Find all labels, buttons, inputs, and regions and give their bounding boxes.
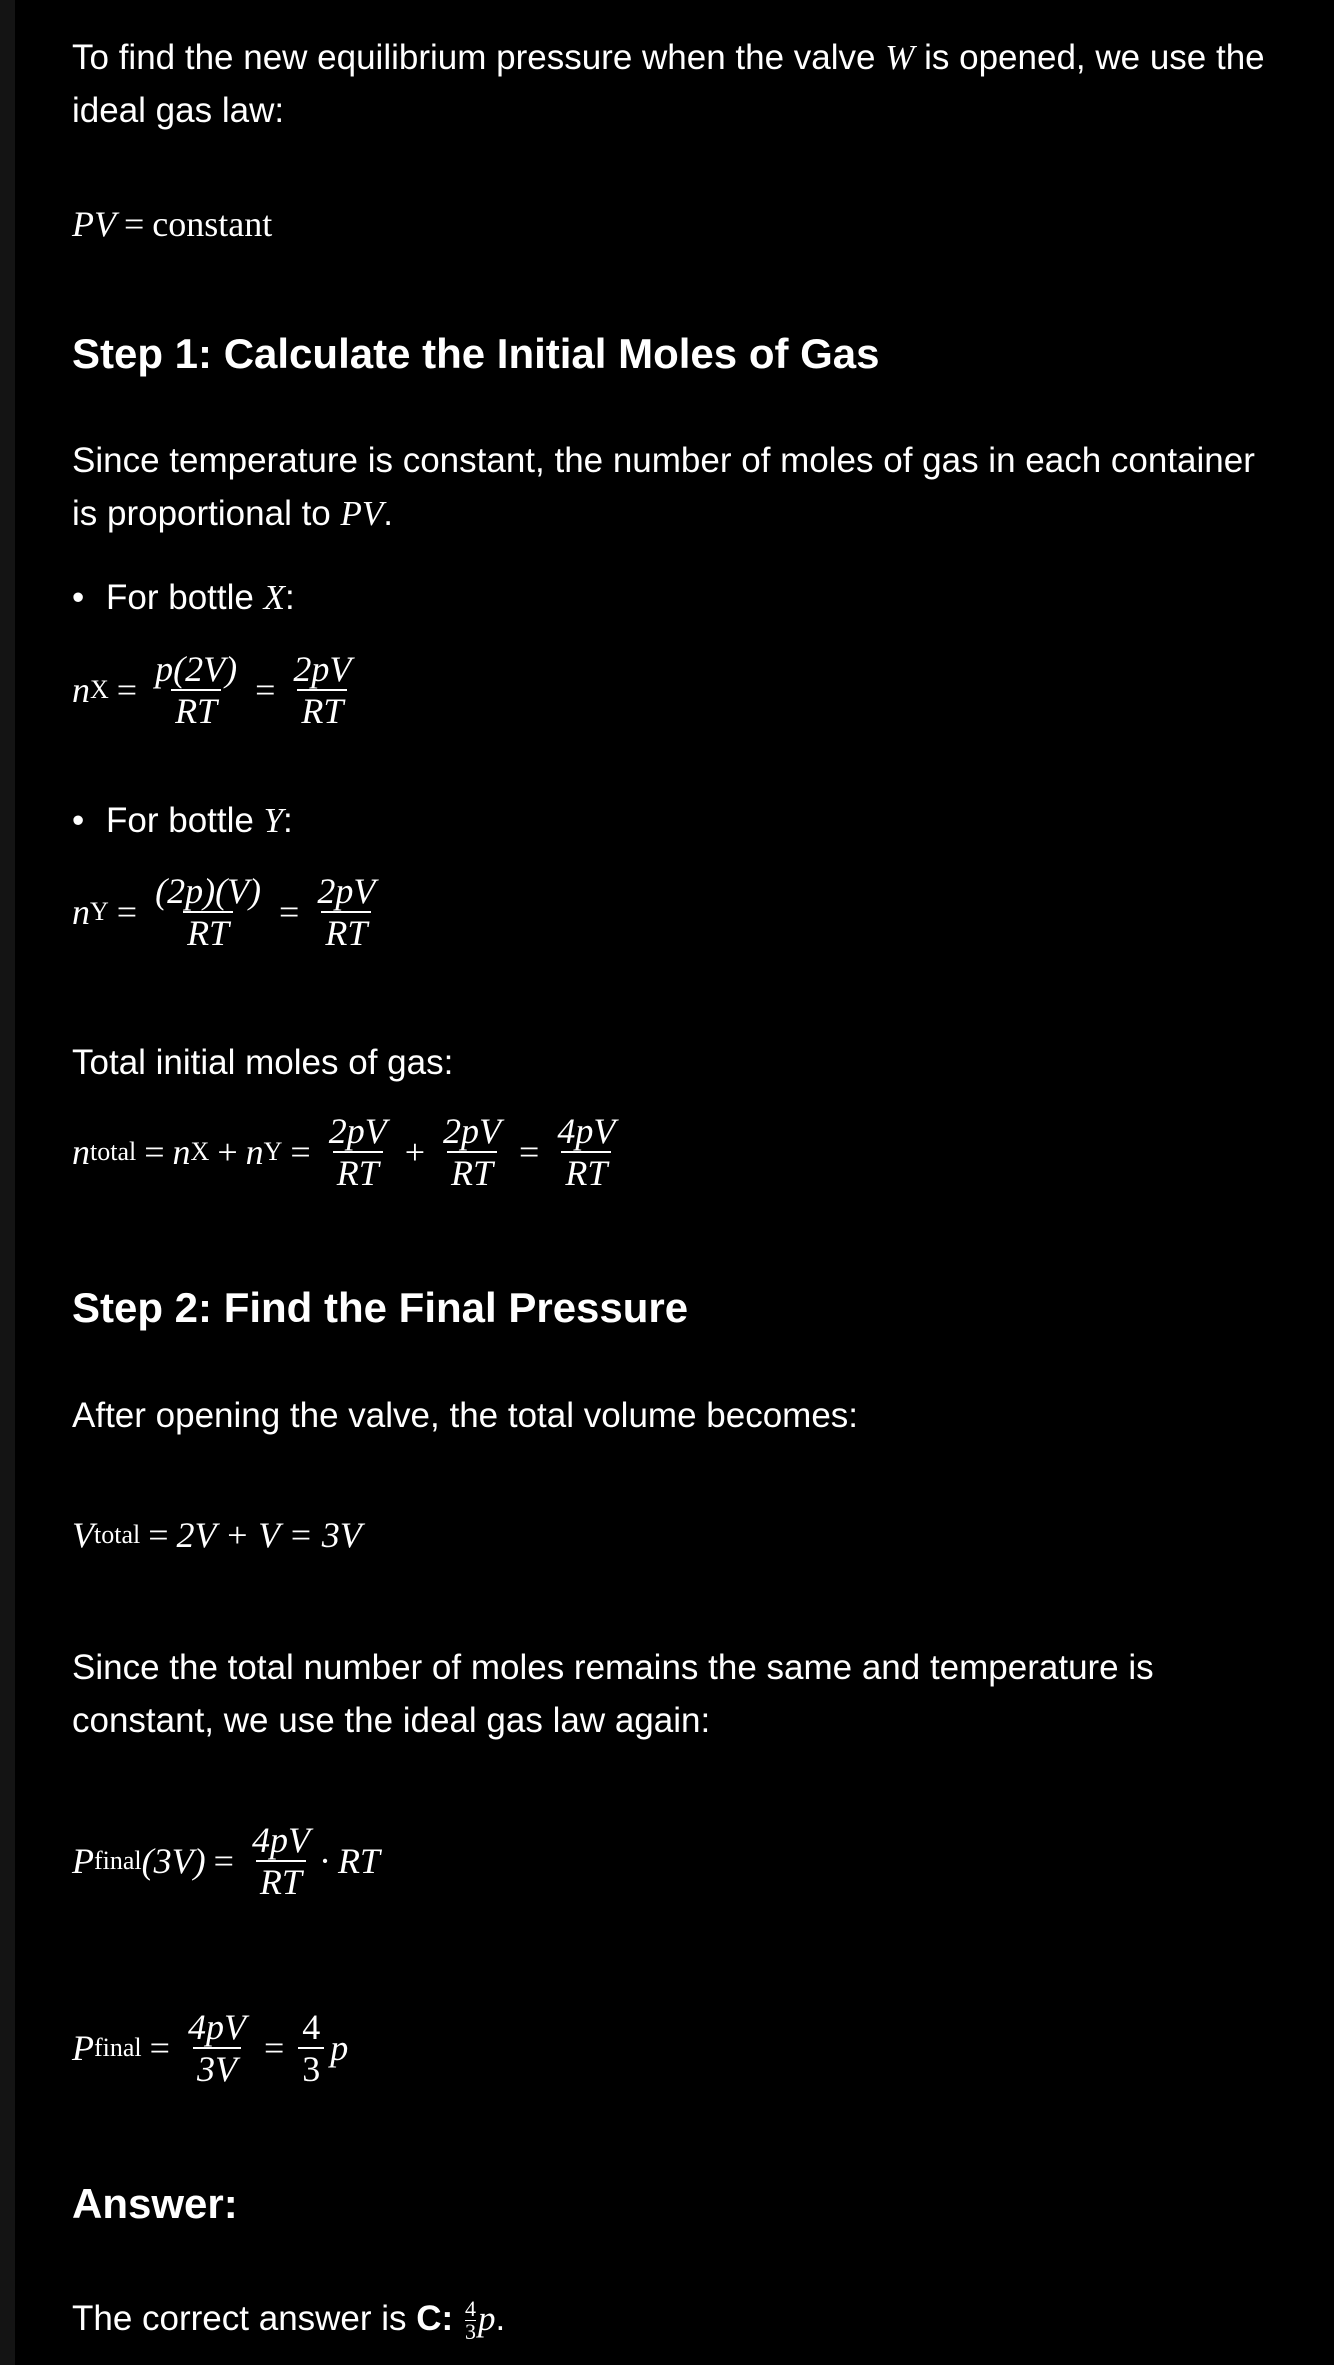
step1-heading: Step 1: Calculate the Initial Moles of Gas [72,330,880,377]
step2-paragraph-law: Since the total number of moles remains the same and temperature is constant, we use the ideal gas law again: [72,1648,1154,1740]
answer-fraction: $\frac{4}{3}$ [464,2296,476,2345]
left-edge [0,0,15,2365]
step2-paragraph-volume: After opening the valve, the total volume becomes: [72,1396,859,1435]
answer-heading: Answer: [72,2180,238,2227]
answer-text: The correct answer is C: $\frac{4}{3}$ p. [72,2296,506,2345]
bullet-bottle-y: • For bottle Y: [72,801,293,840]
equation-final-pressure: P final = $\frac{4pV}{3V}$ = $\frac{4}{3}$ p [72,2007,349,2089]
intro-paragraph: To find the new equilibrium pressure when the valve W is opened, we use the ideal gas law: [72,38,1265,130]
equation-total-volume: V total = 2V + V = 3V [72,1515,362,1555]
equation-pressure-law: P final (3V) = $\frac{4pV}{RT}$ · RT [72,1820,380,1902]
step2-heading: Step 2: Find the Final Pressure [72,1284,689,1331]
equation-moles-x: n X = $\frac{p(2V)}{RT}$ = $\frac{2pV}{RT}$ [72,649,352,731]
equation-ideal-gas: PV = constant [72,204,273,244]
equation-moles-y: n Y = $\frac{(2p)(V)}{RT}$ = $\frac{2pV}{RT}$ [72,871,376,953]
step1-paragraph: Since temperature is constant, the number of moles of gas in each container is proportional to PV. [72,441,1255,533]
total-moles-label: Total initial moles of gas: [72,1043,454,1082]
bullet-bottle-x: • For bottle X: [72,578,295,617]
equation-total-moles: n total = n X + n Y = $\frac{2pV}{RT}$ + $\frac{2pV}{RT}$ = $\frac{4pV}{RT}$ [72,1111,616,1193]
